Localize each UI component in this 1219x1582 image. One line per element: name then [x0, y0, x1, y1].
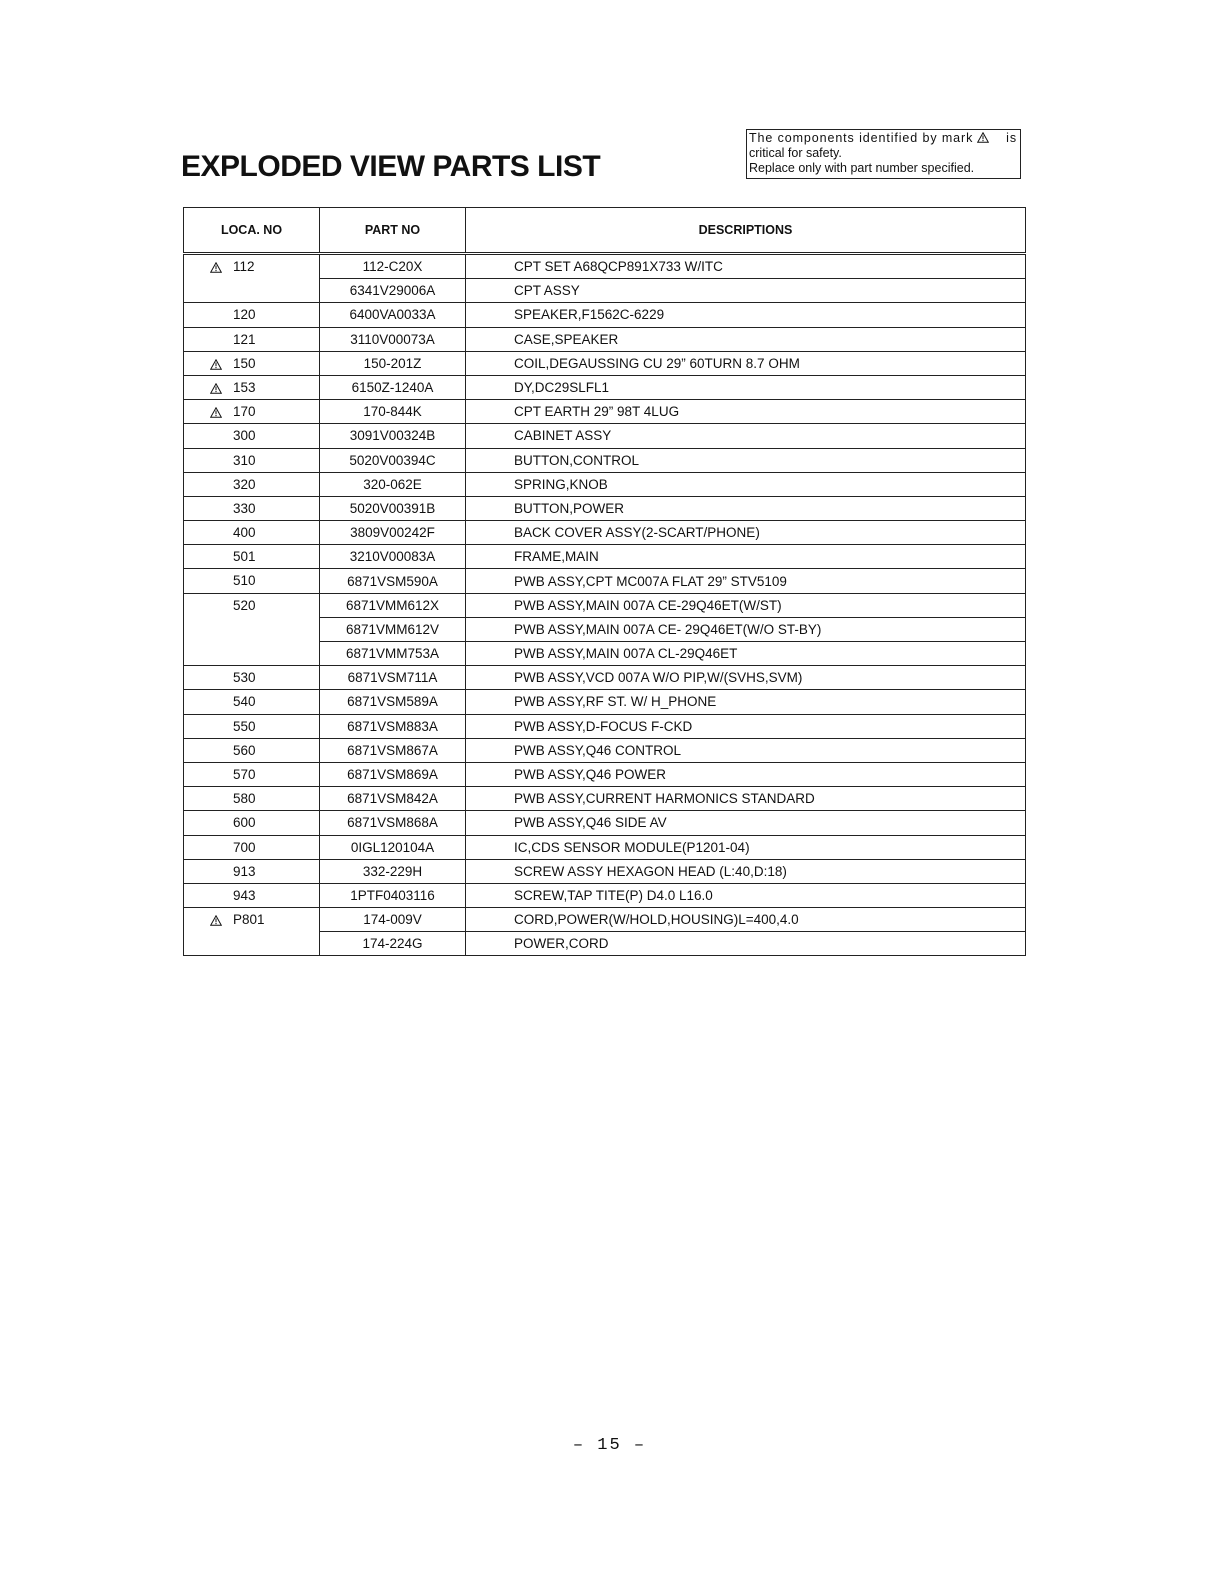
table-row [184, 303, 1026, 327]
part-no-cell: 3210V00083A [320, 545, 466, 569]
description-cell: PWB ASSY,MAIN 007A CE-29Q46ET(W/ST) [466, 593, 1026, 617]
description-cell: CABINET ASSY [466, 424, 1026, 448]
table-row [184, 738, 1026, 762]
part-no-cell: 6150Z-1240A [320, 375, 466, 399]
part-no-cell: 6871VMM753A [320, 642, 466, 666]
parts-table-body [184, 254, 1026, 956]
loca-no: P801 [233, 912, 265, 928]
loca-no-cell [184, 714, 320, 738]
part-no-cell: 6871VMM612V [320, 617, 466, 641]
loca-no: 400 [233, 525, 256, 541]
header-part-no: PART NO [320, 208, 466, 254]
table-row [184, 279, 1026, 303]
description-cell: PWB ASSY,Q46 POWER [466, 762, 1026, 786]
table-row [184, 787, 1026, 811]
warning-triangle-icon [210, 260, 222, 275]
description-cell: SPEAKER,F1562C-6229 [466, 303, 1026, 327]
table-row [184, 690, 1026, 714]
part-no-cell: 150-201Z [320, 351, 466, 375]
description-cell: IC,CDS SENSOR MODULE(P1201-04) [466, 835, 1026, 859]
loca-no: 530 [233, 670, 256, 686]
table-row [184, 932, 1026, 956]
description-cell: SCREW,TAP TITE(P) D4.0 L16.0 [466, 883, 1026, 907]
loca-no-cell [184, 762, 320, 786]
loca-no: 550 [233, 718, 256, 734]
warning-triangle-icon [210, 381, 222, 396]
loca-no: 170 [233, 404, 256, 420]
table-row [184, 642, 1026, 666]
part-no-cell: 1PTF0403116 [320, 883, 466, 907]
description-cell: SCREW ASSY HEXAGON HEAD (L:40,D:18) [466, 859, 1026, 883]
loca-no: 510 [233, 573, 256, 589]
part-no-cell: 5020V00394C [320, 448, 466, 472]
loca-no-cell [184, 448, 320, 472]
part-no-cell: 332-229H [320, 859, 466, 883]
part-no-cell: 112-C20X [320, 254, 466, 279]
loca-no-cell [184, 593, 320, 617]
loca-no: 153 [233, 379, 256, 395]
warning-triangle-icon [977, 132, 989, 143]
part-no-cell: 6871VSM883A [320, 714, 466, 738]
table-header-row [184, 208, 1026, 254]
part-no-cell: 6400VA0033A [320, 303, 466, 327]
loca-no: 520 [233, 597, 256, 613]
parts-table [183, 207, 1026, 956]
part-no-cell: 3091V00324B [320, 424, 466, 448]
description-cell: PWB ASSY,CURRENT HARMONICS STANDARD [466, 787, 1026, 811]
table-row [184, 666, 1026, 690]
table-row [184, 521, 1026, 545]
table-row [184, 859, 1026, 883]
loca-no-cell [184, 303, 320, 327]
loca-no-cell [184, 424, 320, 448]
loca-no: 310 [233, 452, 256, 468]
description-cell: PWB ASSY,VCD 007A W/O PIP,W/(SVHS,SVM) [466, 666, 1026, 690]
table-row [184, 448, 1026, 472]
warning-triangle-icon [210, 913, 222, 928]
loca-no-cell [184, 351, 320, 375]
loca-no-cell [184, 642, 320, 666]
loca-no: 150 [233, 355, 256, 371]
safety-notice-line2: critical for safety. [749, 146, 842, 160]
part-no-cell: 3110V00073A [320, 327, 466, 351]
description-cell: COIL,DEGAUSSING CU 29” 60TURN 8.7 OHM [466, 351, 1026, 375]
header-loca-no: LOCA. NO [184, 208, 320, 254]
loca-no: 560 [233, 742, 256, 758]
loca-no: 330 [233, 500, 256, 516]
loca-no: 570 [233, 766, 256, 782]
warning-triangle-icon [210, 357, 222, 372]
description-cell: BACK COVER ASSY(2-SCART/PHONE) [466, 521, 1026, 545]
table-row [184, 569, 1026, 593]
loca-no-cell [184, 327, 320, 351]
description-cell: PWB ASSY,RF ST. W/ H_PHONE [466, 690, 1026, 714]
loca-no-cell [184, 496, 320, 520]
part-no-cell: 3809V00242F [320, 521, 466, 545]
loca-no-cell [184, 254, 320, 279]
part-no-cell: 0IGL120104A [320, 835, 466, 859]
table-row [184, 496, 1026, 520]
loca-no: 112 [233, 259, 255, 274]
table-row [184, 472, 1026, 496]
loca-no: 121 [233, 331, 256, 347]
loca-no: 120 [233, 307, 256, 323]
table-row [184, 835, 1026, 859]
loca-no-cell [184, 811, 320, 835]
description-cell: FRAME,MAIN [466, 545, 1026, 569]
part-no-cell: 174-224G [320, 932, 466, 956]
description-cell: CASE,SPEAKER [466, 327, 1026, 351]
table-row [184, 351, 1026, 375]
description-cell: PWB ASSY,MAIN 007A CL-29Q46ET [466, 642, 1026, 666]
part-no-cell: 320-062E [320, 472, 466, 496]
description-cell: PWB ASSY,D-FOCUS F-CKD [466, 714, 1026, 738]
loca-no-cell [184, 932, 320, 956]
loca-no-cell [184, 521, 320, 545]
loca-no-cell [184, 375, 320, 399]
part-no-cell: 6871VSM590A [320, 569, 466, 593]
loca-no: 580 [233, 791, 256, 807]
part-no-cell: 5020V00391B [320, 496, 466, 520]
description-cell: CPT EARTH 29” 98T 4LUG [466, 400, 1026, 424]
part-no-cell: 170-844K [320, 400, 466, 424]
part-no-cell: 6871VSM868A [320, 811, 466, 835]
part-no-cell: 6871VSM842A [320, 787, 466, 811]
description-cell: CPT SET A68QCP891X733 W/ITC [466, 254, 1026, 279]
table-row [184, 617, 1026, 641]
loca-no: 600 [233, 815, 256, 831]
part-no-cell: 6871VSM589A [320, 690, 466, 714]
description-cell: BUTTON,CONTROL [466, 448, 1026, 472]
table-row [184, 424, 1026, 448]
table-row [184, 400, 1026, 424]
table-row [184, 254, 1026, 279]
part-no-cell: 6341V29006A [320, 279, 466, 303]
part-no-cell: 6871VSM867A [320, 738, 466, 762]
table-row [184, 883, 1026, 907]
description-cell: CPT ASSY [466, 279, 1026, 303]
loca-no: 540 [233, 694, 256, 710]
description-cell: DY,DC29SLFL1 [466, 375, 1026, 399]
page-title: EXPLODED VIEW PARTS LIST [181, 150, 601, 183]
description-cell: PWB ASSY,CPT MC007A FLAT 29” STV5109 [466, 569, 1026, 593]
part-no-cell: 174-009V [320, 908, 466, 932]
loca-no-cell [184, 690, 320, 714]
description-cell: BUTTON,POWER [466, 496, 1026, 520]
page-number: – 15 – [572, 1436, 647, 1455]
loca-no-cell [184, 666, 320, 690]
loca-no-cell [184, 472, 320, 496]
description-cell: CORD,POWER(W/HOLD,HOUSING)L=400,4.0 [466, 908, 1026, 932]
loca-no: 943 [233, 887, 256, 903]
description-cell: PWB ASSY,Q46 SIDE AV [466, 811, 1026, 835]
loca-no-cell [184, 908, 320, 932]
description-cell: PWB ASSY,MAIN 007A CE- 29Q46ET(W/O ST-BY) [466, 617, 1026, 641]
table-row [184, 327, 1026, 351]
table-row [184, 762, 1026, 786]
loca-no: 700 [233, 839, 256, 855]
description-cell: PWB ASSY,Q46 CONTROL [466, 738, 1026, 762]
table-row [184, 714, 1026, 738]
loca-no-cell [184, 835, 320, 859]
loca-no: 913 [233, 863, 256, 879]
safety-notice-line1: The components identified by mark [749, 131, 974, 145]
safety-notice [746, 129, 1021, 179]
loca-no: 320 [233, 476, 256, 492]
table-row [184, 908, 1026, 932]
part-no-cell: 6871VSM869A [320, 762, 466, 786]
part-no-cell: 6871VSM711A [320, 666, 466, 690]
loca-no-cell [184, 545, 320, 569]
loca-no-cell [184, 883, 320, 907]
header-descriptions: DESCRIPTIONS [466, 208, 1026, 254]
loca-no-cell [184, 859, 320, 883]
loca-no-cell [184, 279, 320, 303]
table-row [184, 593, 1026, 617]
loca-no-cell [184, 617, 320, 641]
loca-no-cell [184, 400, 320, 424]
description-cell: SPRING,KNOB [466, 472, 1026, 496]
table-row [184, 375, 1026, 399]
loca-no-cell [184, 787, 320, 811]
part-no-cell: 6871VMM612X [320, 593, 466, 617]
table-row [184, 545, 1026, 569]
loca-no: 501 [233, 549, 256, 565]
warning-triangle-icon [210, 405, 222, 420]
loca-no: 300 [233, 428, 256, 444]
loca-no-cell [184, 738, 320, 762]
loca-no-cell [184, 569, 320, 593]
safety-notice-line1-end: is [1006, 131, 1017, 145]
table-row [184, 811, 1026, 835]
safety-notice-line3: Replace only with part number specified. [749, 161, 975, 175]
description-cell: POWER,CORD [466, 932, 1026, 956]
